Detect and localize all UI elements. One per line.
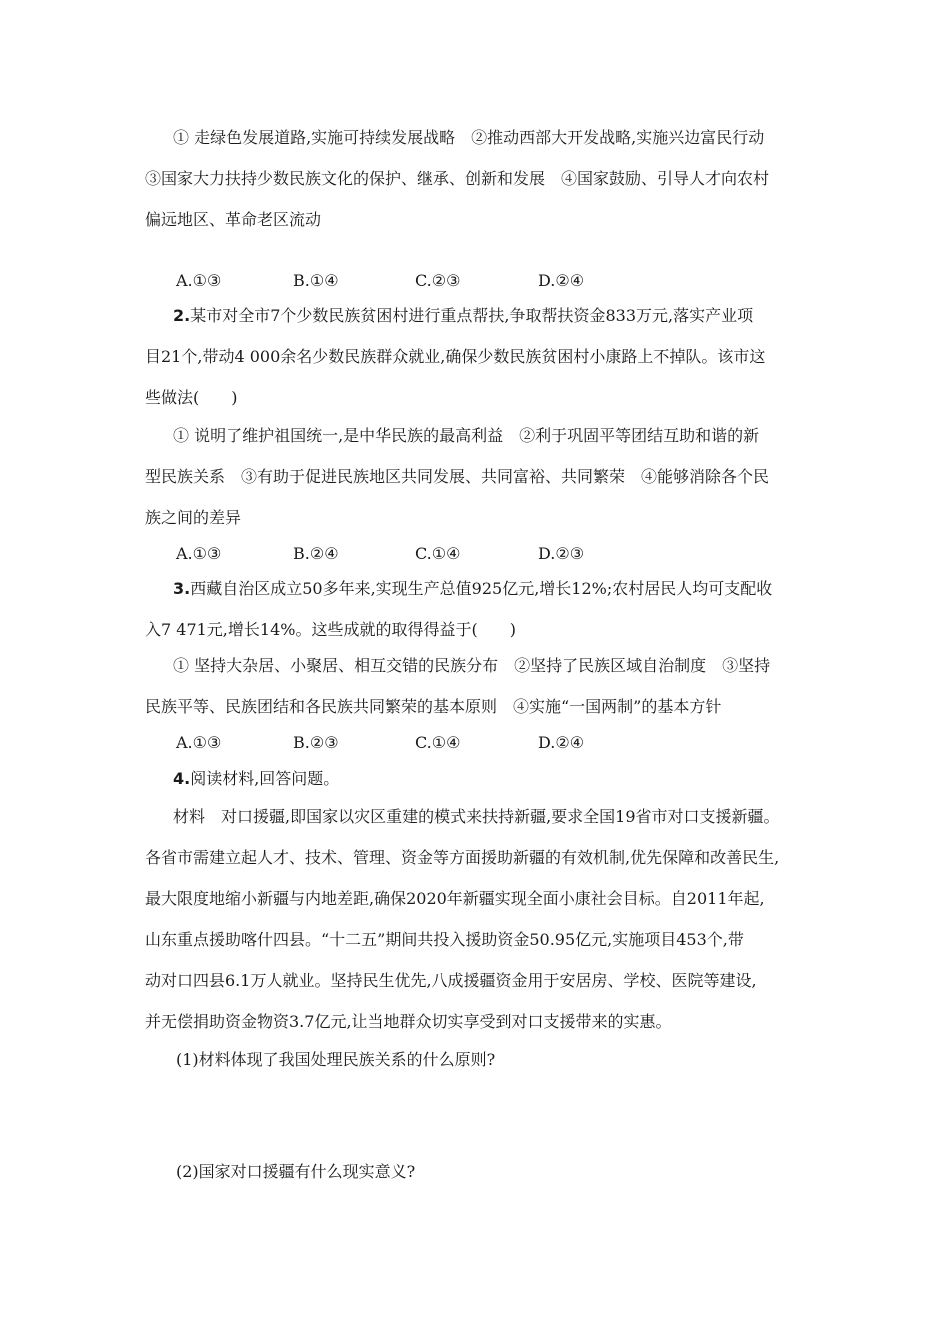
q3-statement-line-2: 民族平等、民族团结和各民族共同繁荣的基本原则 ④实施“一国两制”的基本方针 — [145, 697, 722, 716]
q2-option-d[interactable]: D.②③ — [538, 544, 585, 563]
q2-number: 2. — [173, 306, 191, 325]
q2-stem-line-2: 目21个,带动4 000余名少数民族群众就业,确保少数民族贫困村小康路上不掉队。该市这 — [145, 347, 766, 366]
q3-stem-text-1: 西藏自治区成立50多年来,实现生产总值925亿元,增长12%;农村居民人均可支配收 — [190, 579, 773, 598]
q4-subquestion-1: (1)材料体现了我国处理民族关系的什么原则? — [176, 1050, 496, 1069]
q1-option-d[interactable]: D.②④ — [538, 271, 585, 290]
q3-statement-line-1: ① 坚持大杂居、小聚居、相互交错的民族分布 ②坚持了民族区域自治制度 ③坚持 — [173, 656, 771, 675]
q3-option-c[interactable]: C.①④ — [415, 733, 461, 752]
q2-stem-text-1: 某市对全市7个少数民族贫困村进行重点帮扶,争取帮扶资金833万元,落实产业项 — [190, 306, 754, 325]
q4-material-line-4: 山东重点援助喀什四县。“十二五”期间共投入援助资金50.95亿元,实施项目453个,带 — [145, 930, 744, 949]
q2-stem-line-1 — [173, 305, 753, 327]
q3-stem-line-2: 入7 471元,增长14%。这些成就的取得得益于( ) — [145, 620, 516, 639]
q4-subquestion-2: (2)国家对口援疆有什么现实意义? — [176, 1162, 416, 1181]
q1-option-c[interactable]: C.②③ — [415, 271, 461, 290]
q1-statement-line-2: ③国家大力扶持少数民族文化的保护、继承、创新和发展 ④国家鼓励、引导人才向农村 — [145, 169, 770, 188]
q1-statement-line-3: 偏远地区、革命老区流动 — [145, 210, 322, 229]
q2-stem-line-3: 些做法( ) — [145, 388, 238, 407]
q4-material-line-1: 材料 对口援疆,即国家以灾区重建的模式来扶持新疆,要求全国19省市对口支援新疆。 — [173, 807, 780, 826]
q2-statement-line-3: 族之间的差异 — [145, 508, 242, 527]
q4-material-line-6: 并无偿捐助资金物资3.7亿元,让当地群众切实享受到对口支援带来的实惠。 — [145, 1012, 672, 1031]
q4-material-line-2: 各省市需建立起人才、技术、管理、资金等方面援助新疆的有效机制,优先保障和改善民生, — [145, 848, 780, 867]
q3-option-a[interactable]: A.①③ — [176, 733, 222, 752]
q4-number: 4. — [173, 769, 191, 788]
q3-number: 3. — [173, 579, 191, 598]
q2-option-a[interactable]: A.①③ — [176, 544, 222, 563]
q1-option-b[interactable]: B.①④ — [293, 271, 339, 290]
q4-material-line-3: 最大限度地缩小新疆与内地差距,确保2020年新疆实现全面小康社会目标。自2011年起, — [145, 889, 765, 908]
q2-statement-line-1: ① 说明了维护祖国统一,是中华民族的最高利益 ②利于巩固平等团结互助和谐的新 — [173, 426, 760, 445]
q4-prompt: 阅读材料,回答问题。 — [190, 769, 340, 788]
q2-option-b[interactable]: B.②④ — [293, 544, 339, 563]
q2-statement-line-2: 型民族关系 ③有助于促进民族地区共同发展、共同富裕、共同繁荣 ④能够消除各个民 — [145, 467, 770, 486]
q4-prompt-line — [173, 768, 339, 790]
q3-option-b[interactable]: B.②③ — [293, 733, 339, 752]
q3-stem-line-1 — [173, 578, 772, 600]
q2-option-c[interactable]: C.①④ — [415, 544, 461, 563]
q1-option-a[interactable]: A.①③ — [176, 271, 222, 290]
q1-statement-line-1: ① 走绿色发展道路,实施可持续发展战略 ②推动西部大开发战略,实施兴边富民行动 — [173, 128, 765, 147]
q3-option-d[interactable]: D.②④ — [538, 733, 585, 752]
q4-material-line-5: 动对口四县6.1万人就业。坚持民生优先,八成援疆资金用于安居房、学校、医院等建设, — [145, 971, 757, 990]
